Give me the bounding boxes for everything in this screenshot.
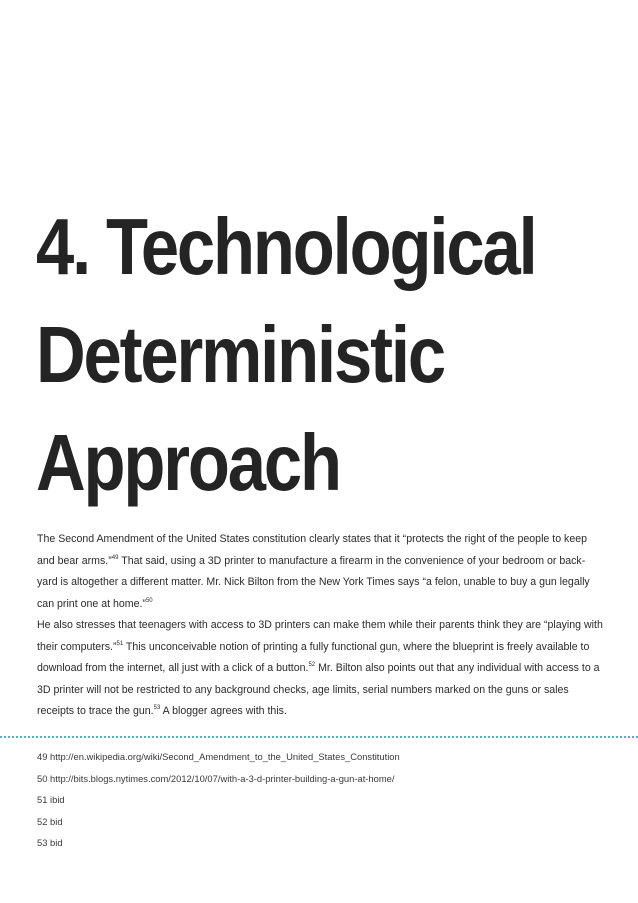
footnotes-list bbox=[37, 746, 627, 854]
paragraph-2-text-2: This unconceivable notion of printing a fully functional gun, where the blueprint is freely available to download from the internet, all just with a click of a button. bbox=[37, 640, 590, 674]
heading-line-1: 4. Technological bbox=[36, 202, 536, 291]
paragraph-2-text-4: A blogger agrees with this. bbox=[160, 705, 287, 717]
body-text bbox=[37, 529, 603, 723]
footnote-ref-53[interactable]: 53 bbox=[153, 705, 161, 711]
paragraph-2 bbox=[37, 615, 603, 723]
heading-line-3: Approach bbox=[36, 418, 340, 507]
footnote-52: 52 bid bbox=[37, 815, 63, 827]
paragraph-1-text-1: The Second Amendment of the United States constitution clearly states that it “protects the right of the people to keep and bear arms.” bbox=[37, 533, 588, 567]
footnote-ref-49[interactable]: 49 bbox=[111, 554, 119, 561]
footnote-ref-52[interactable]: 52 bbox=[308, 662, 316, 668]
chapter-heading bbox=[36, 193, 543, 517]
footnote-51: 51 ibid bbox=[37, 794, 65, 805]
footnote-ref-51[interactable]: 51 bbox=[116, 640, 124, 647]
footnote-49[interactable]: 49 http://en.wikipedia.org/wiki/Second_Amendment_to_the_United_States_Constitution bbox=[37, 751, 400, 762]
paragraph-1 bbox=[37, 529, 603, 615]
footnote-divider bbox=[0, 736, 638, 738]
footnote-50[interactable]: 50 http://bits.blogs.nytimes.com/2012/10/07/with-a-3-d-printer-building-a-gun-at-home/ bbox=[37, 772, 395, 784]
paragraph-2-text-1: He also stresses that teenagers with access to 3D printers can make them while their parents think they are “playing with their computers.” bbox=[37, 619, 603, 653]
paragraph-1-text-2: That said, using a 3D printer to manufacture a firearm in the convenience of your bedroom or back-yard is altogether a different matter. Mr. Nick Bilton from the New York Times says “a felon, unable to buy a gun legally can print one at home.” bbox=[37, 554, 590, 610]
footnote-53: 53 bid bbox=[37, 837, 63, 848]
footnote-ref-50[interactable]: 50 bbox=[145, 597, 153, 604]
paragraph-2-text-3: Mr. Bilton also points out that any individual with access to a 3D printer will not be restricted to any background checks, age limits, serial numbers marked on the guns or sales receipts to trace the gun. bbox=[37, 662, 600, 717]
heading-line-2: Deterministic bbox=[36, 310, 444, 399]
